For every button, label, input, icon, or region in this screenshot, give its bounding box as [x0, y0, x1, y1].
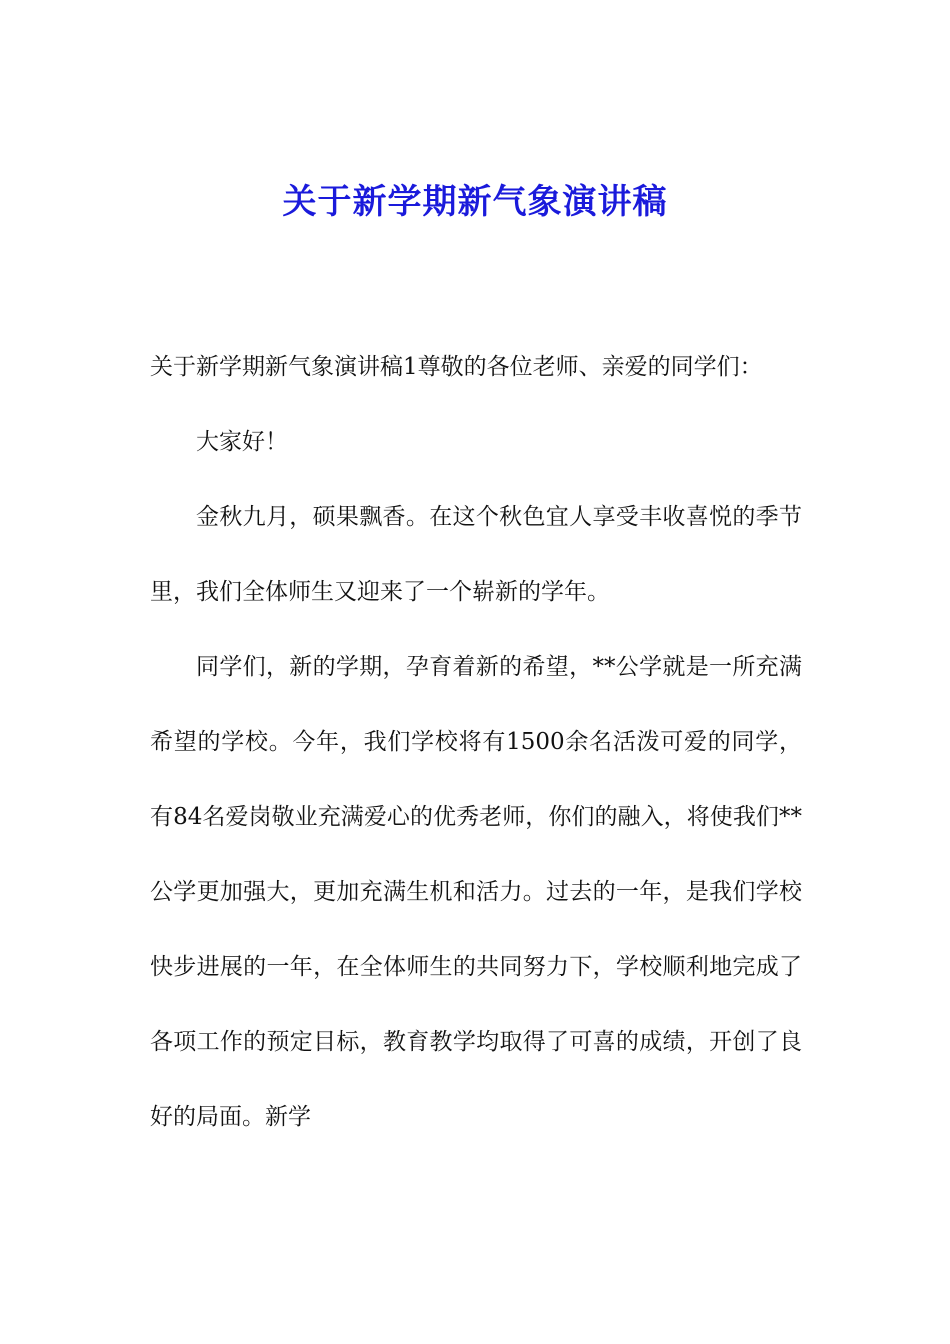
paragraph-new-semester: 同学们，新的学期，孕育着新的希望，**公学就是一所充满希望的学校。今年，我们学校将有1500余名活泼可爱的同学，有84名爱岗敬业充满爱心的优秀老师，你们的融入，将使我们**公学更加强大，更加充满生机和活力。过去的一年，是我们学校快步进展的一年，在全体师生的共同努力下，学校顺利地完成了各项工作的预定目标，教育教学均取得了可喜的成绩，开创了良好的局面。新学	[150, 654, 802, 1130]
paragraph-salutation: 关于新学期新气象演讲稿1尊敬的各位老师、亲爱的同学们：	[150, 354, 763, 380]
document-title: 关于新学期新气象演讲稿	[282, 182, 668, 222]
document-body	[150, 330, 802, 1155]
paragraph-greeting: 大家好！	[196, 429, 288, 455]
paragraph-autumn: 金秋九月，硕果飘香。在这个秋色宜人享受丰收喜悦的季节里，我们全体师生又迎来了一个崭新的学年。	[150, 504, 802, 605]
